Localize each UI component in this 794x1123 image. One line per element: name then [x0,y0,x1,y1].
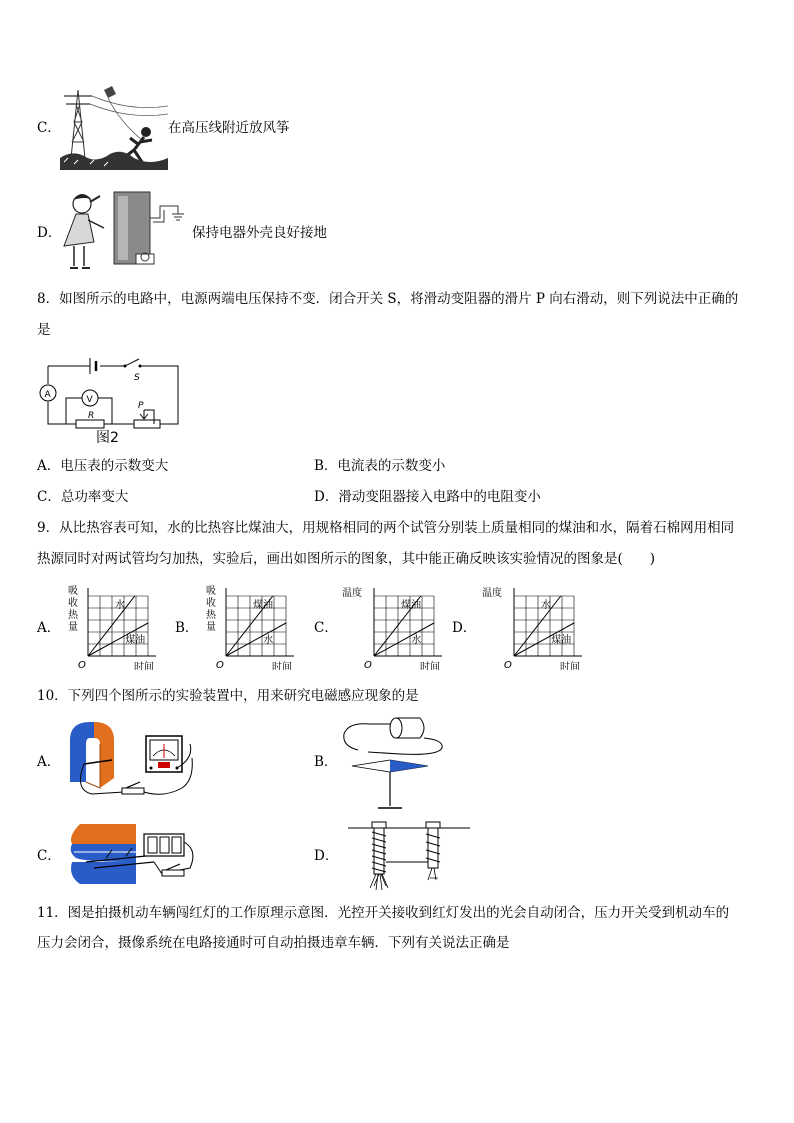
q9-graph-b [202,584,300,670]
q10-option-b-letter: B． [314,754,338,770]
q8-figure-caption: 图2 [96,430,119,446]
q9-option-d-letter: D． [452,620,477,636]
q9-ylabel: 温度 [342,588,362,599]
q7-option-c-letter: C． [37,120,61,136]
q8-option-d [314,487,541,507]
q7-option-c-illustration [60,82,168,170]
q9-ylabel-char: 吸 [206,586,216,597]
q10-option-a-illustration [64,718,198,802]
q10-option-a-letter: A． [37,754,61,770]
q9-stem-line1: 9．从比热容表可知，水的比热容比煤油大，用规格相同的两个试管分别装上质量相同的煤油和水，隔着石棉网用相同 [37,520,735,536]
q9-ylabel-char: 收 [68,598,78,609]
q9-ylabel-char: 量 [68,622,78,633]
q9-xlabel: 时间 [134,662,154,670]
q9-stem-line2: 热源同时对两试管均匀加热，实验后，画出如图所示的图象，其中能正确反映该实验情况的图象是( ) [37,551,656,567]
q9-series-bottom-label: 水 [263,634,274,646]
q9-origin-label: O [78,660,86,670]
q9-ylabel-char: 热 [68,610,78,621]
q9-option-c-letter: C． [314,620,338,636]
q10-option-d-letter: D． [314,848,339,864]
q8-option-c [37,487,128,507]
q8-slider-label: P [138,401,144,411]
q7-option-d-letter: D． [37,225,62,241]
q8-option-c-letter: C． [37,489,61,505]
q9-ylabel-char: 热 [206,610,216,621]
q8-stem-line1: 8．如图所示的电路中，电源两端电压保持不变．闭合开关 S，将滑动变阻器的滑片 P 向右滑动，则下列说法中正确的 [37,291,739,307]
q9-option-a-letter: A． [37,620,61,636]
q9-xlabel: 时间 [272,662,292,670]
q10-option-c-letter: C． [37,848,61,864]
q9-graph-a [64,584,162,670]
q8-option-a-letter: A． [37,458,61,474]
q7-option-c-text: 在高压线附近放风筝 [168,120,290,136]
q9-series-bottom-line [374,623,434,656]
q8-option-d-letter: D． [314,489,339,505]
q9-series-top-label: 煤油 [401,600,421,611]
q10-option-d-illustration [344,818,472,892]
q7-option-d-text: 保持电器外壳良好接地 [192,225,327,241]
q8-option-a [37,456,168,476]
q8-ammeter-label: A [44,390,51,400]
q9-option-b-letter: B． [175,620,199,636]
q8-option-d-text: 滑动变阻器接入电路中的电阻变小 [338,489,541,505]
q9-ylabel-char: 吸 [68,586,78,597]
q9-xlabel: 时间 [420,662,440,670]
q9-ylabel-char: 量 [206,622,216,633]
q8-resistor-label: R [88,411,95,421]
q9-series-top-label: 煤油 [253,600,273,611]
q9-xlabel: 时间 [560,662,580,670]
q11-stem-line2: 压力会闭合，摄像系统在电路接通时可自动拍摄违章车辆．下列有关说法正确是 [37,935,510,951]
q8-voltmeter-label: V [86,395,93,405]
q8-option-b-letter: B． [314,458,338,474]
q9-graph-d [482,584,582,670]
q9-series-top-line [88,596,135,656]
q8-switch-label: S [134,373,140,383]
q9-series-bottom-label: 水 [411,634,422,646]
q7-option-d-illustration [60,188,192,272]
q8-option-b [314,456,445,476]
q9-series-bottom-label: 煤油 [125,634,146,646]
q8-option-b-text: 电流表的示数变小 [337,458,446,474]
q11-stem-line1: 11．图是拍摄机动车辆闯红灯的工作原理示意图．光控开关接收到红灯发出的光会自动闭合，压力开关受到机动车的 [37,905,730,921]
q8-option-a-text: 电压表的示数变大 [60,458,169,474]
q9-ylabel-char: 收 [206,598,216,609]
q10-option-c-illustration [66,822,198,888]
q9-series-bottom-line [226,623,286,656]
q9-origin-label: O [364,660,372,670]
q9-origin-label: O [216,660,224,670]
q8-stem-line2: 是 [37,322,51,338]
q9-series-top-line [514,596,561,656]
q9-series-top-label: 水 [115,600,125,611]
q10-stem: 10．下列四个图所示的实验装置中，用来研究电磁感应现象的是 [37,688,419,704]
q10-option-b-illustration [340,716,448,812]
q9-ylabel: 温度 [482,588,502,599]
q9-series-bottom-label: 煤油 [551,634,572,646]
q8-option-c-text: 总功率变大 [60,489,129,505]
q9-origin-label: O [504,660,512,670]
q9-series-top-label: 水 [541,600,551,611]
q9-graph-c [342,584,442,670]
